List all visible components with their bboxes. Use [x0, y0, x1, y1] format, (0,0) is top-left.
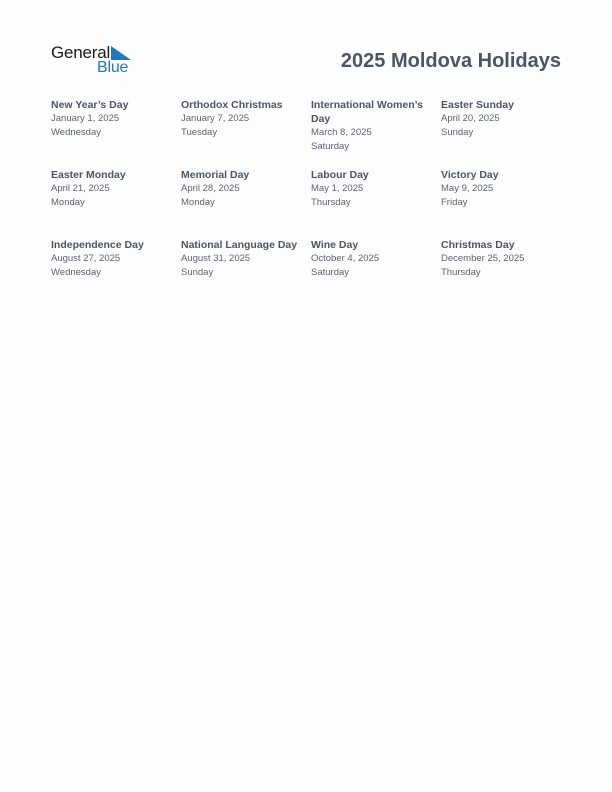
logo-word-general: General [51, 43, 111, 62]
holiday-date: August 27, 2025 [51, 253, 121, 264]
holiday-weekday: Wednesday [51, 127, 101, 138]
holiday-date: January 1, 2025 [51, 113, 120, 124]
holiday-weekday: Thursday [441, 267, 481, 278]
holiday-name: Labour Day [311, 169, 369, 181]
holiday-item [311, 98, 439, 154]
holiday-name: Memorial Day [181, 169, 250, 181]
holiday-weekday: Monday [181, 197, 215, 208]
holiday-weekday: Sunday [441, 127, 474, 138]
logo-word-blue: Blue [97, 59, 129, 76]
holiday-weekday: Wednesday [51, 267, 101, 278]
holiday-weekday: Saturday [311, 267, 350, 278]
holiday-date: April 20, 2025 [441, 113, 500, 124]
holiday-date: October 4, 2025 [311, 253, 380, 264]
holiday-item [181, 98, 307, 140]
holiday-date: August 31, 2025 [181, 253, 251, 264]
holiday-weekday: Thursday [311, 197, 351, 208]
page-title: 2025 Moldova Holidays [340, 50, 561, 72]
holiday-name: Independence Day [51, 239, 144, 251]
holiday-weekday: Friday [441, 197, 468, 208]
holiday-name: Easter Monday [51, 169, 126, 181]
holiday-item [311, 238, 437, 280]
holiday-weekday: Saturday [311, 141, 350, 152]
holiday-item [441, 98, 567, 140]
holiday-name: Orthodox Christmas [181, 99, 283, 111]
holiday-date: March 8, 2025 [311, 127, 372, 138]
holiday-weekday: Sunday [181, 267, 214, 278]
holiday-name: National Language Day [181, 239, 298, 251]
holiday-name: New Year’s Day [51, 99, 129, 111]
holiday-weekday: Monday [51, 197, 85, 208]
holiday-item [51, 98, 177, 140]
holiday-item [441, 238, 567, 280]
holiday-date: April 28, 2025 [181, 183, 240, 194]
holiday-name: Wine Day [311, 239, 359, 251]
holiday-date: April 21, 2025 [51, 183, 110, 194]
holiday-date: May 9, 2025 [441, 183, 494, 194]
holiday-item [181, 168, 307, 210]
holiday-date: January 7, 2025 [181, 113, 250, 124]
holiday-item [441, 168, 567, 210]
holiday-date: December 25, 2025 [441, 253, 525, 264]
holiday-date: May 1, 2025 [311, 183, 364, 194]
holiday-name: Easter Sunday [441, 99, 514, 111]
holiday-item [51, 238, 177, 280]
holiday-weekday: Tuesday [181, 127, 218, 138]
holiday-name: Victory Day [441, 169, 499, 181]
holiday-item [311, 168, 437, 210]
logo [51, 43, 135, 77]
holiday-item [51, 168, 177, 210]
holiday-name: Christmas Day [441, 239, 515, 251]
holiday-item [181, 238, 309, 280]
holiday-name: International Women’s Day [311, 99, 424, 125]
